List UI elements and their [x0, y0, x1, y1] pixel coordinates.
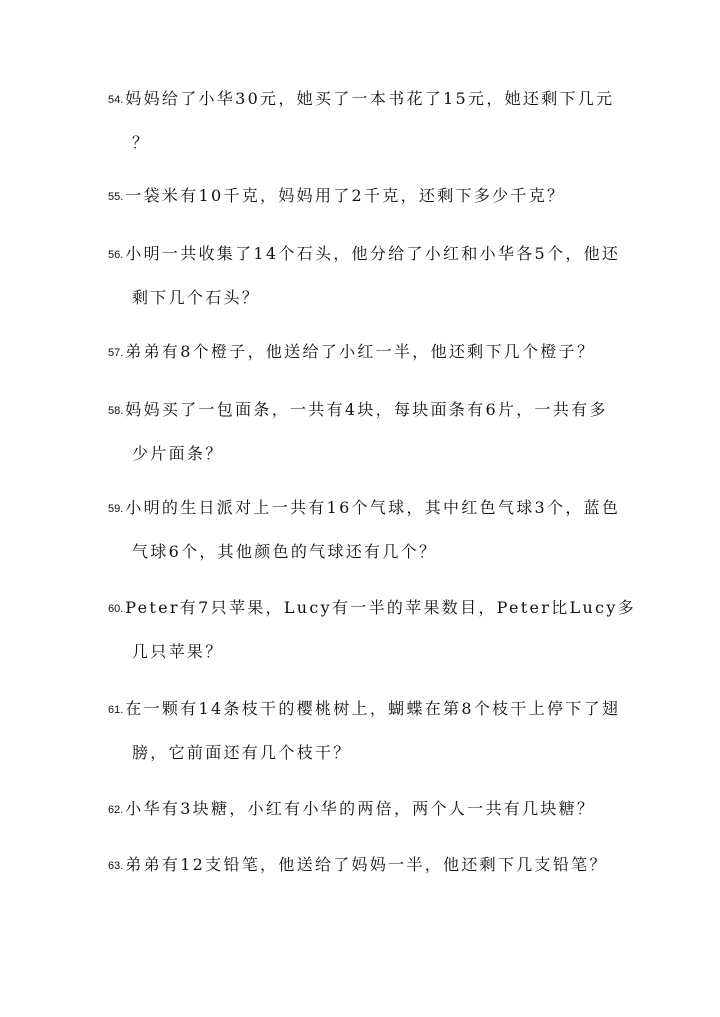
question-text: 小明的生日派对上一共有16个气球，其中红色气球3个，蓝色 [125, 498, 621, 517]
question-text: 一袋米有10千克，妈妈用了2千克，还剩下多少千克？ [125, 186, 566, 205]
question-text: 在一颗有14条枝干的樱桃树上，蝴蝶在第8个枝干上停下了翅 [125, 699, 621, 718]
question-line [108, 400, 608, 421]
question-number: 55. [108, 191, 124, 203]
question-line [108, 699, 620, 720]
question-number: 61. [108, 704, 124, 716]
question-number: 54. [108, 94, 124, 106]
question-number: 56. [108, 249, 124, 261]
question-text: 妈妈给了小华30元，她买了一本书花了15元，她还剩下几元 [125, 89, 615, 108]
question-text-continued: ？ [132, 133, 151, 152]
question-text-continued: 剩下几个石头？ [132, 288, 261, 307]
question-line [108, 244, 620, 265]
question-number: 60. [108, 603, 124, 615]
question-text: 弟弟有8个橙子，他送给了小红一半，他还剩下几个橙子？ [125, 342, 596, 361]
question-line [108, 799, 595, 820]
question-line [108, 498, 620, 519]
question-text-continued: 少片面条？ [132, 444, 224, 463]
question-line [108, 598, 636, 619]
question-line [108, 855, 608, 876]
question-text: 妈妈买了一包面条，一共有4块，每块面条有6片，一共有多 [125, 400, 608, 419]
question-number: 57. [108, 347, 124, 359]
question-number: 62. [108, 804, 124, 816]
question-text-continued: 膀，它前面还有几个枝干？ [132, 743, 352, 762]
question-text-continued: 几只苹果？ [132, 642, 224, 661]
question-text-continued: 气球6个，其他颜色的气球还有几个？ [132, 542, 438, 561]
question-text: 小华有3块糖，小红有小华的两倍，两个人一共有几块糖？ [125, 799, 596, 818]
question-number: 59. [108, 503, 124, 515]
question-number: 58. [108, 405, 124, 417]
question-text: 小明一共收集了14个石头，他分给了小红和小华各5个，他还 [125, 244, 621, 263]
question-line [108, 89, 614, 110]
question-text: 弟弟有12支铅笔，他送给了妈妈一半，他还剩下几支铅笔？ [125, 855, 608, 874]
question-number: 63. [108, 860, 124, 872]
question-line [108, 342, 595, 363]
question-text: Peter有7只苹果，Lucy有一半的苹果数目，Peter比Lucy多 [125, 598, 636, 617]
question-line [108, 186, 565, 207]
